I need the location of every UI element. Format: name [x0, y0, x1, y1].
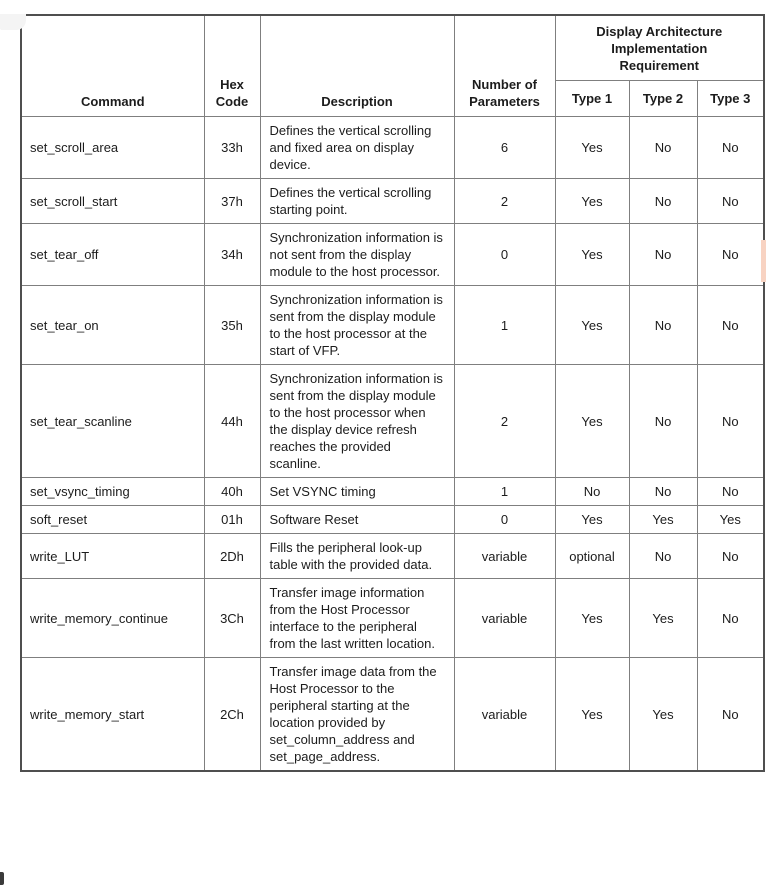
table-row: [21, 179, 764, 224]
hex-code-cell: 37h: [204, 179, 260, 224]
type2-cell: No: [629, 534, 697, 579]
type1-cell: Yes: [555, 286, 629, 365]
table-header: [21, 15, 764, 117]
column-header-type-2: Type 2: [629, 81, 697, 117]
parameters-cell: 2: [454, 179, 555, 224]
column-header-type-1: Type 1: [555, 81, 629, 117]
table-row: [21, 658, 764, 772]
type1-cell: Yes: [555, 506, 629, 534]
description-cell: Fills the peripheral look-up table with the provided data.: [260, 534, 454, 579]
command-cell: set_tear_scanline: [21, 365, 204, 478]
type3-cell: No: [697, 365, 764, 478]
column-header-type-3: Type 3: [697, 81, 764, 117]
column-header-description: Description: [260, 15, 454, 117]
command-cell: set_vsync_timing: [21, 478, 204, 506]
hex-code-cell: 3Ch: [204, 579, 260, 658]
hex-code-cell: 2Dh: [204, 534, 260, 579]
parameters-cell: variable: [454, 658, 555, 772]
type2-cell: Yes: [629, 579, 697, 658]
description-cell: Software Reset: [260, 506, 454, 534]
command-cell: write_memory_start: [21, 658, 204, 772]
column-header-hex-code: Hex Code: [204, 15, 260, 117]
column-header-group-display-architecture: [555, 15, 764, 81]
description-cell: Synchronization information is sent from the display module to the host processor when the display device refresh reaches the provided scanline.: [260, 365, 454, 478]
type2-cell: No: [629, 117, 697, 179]
hex-code-cell: 35h: [204, 286, 260, 365]
command-cell: set_tear_off: [21, 224, 204, 286]
command-table: [20, 14, 765, 772]
description-cell: Defines the vertical scrolling starting point.: [260, 179, 454, 224]
table-row: [21, 117, 764, 179]
description-cell: Synchronization information is not sent from the display module to the host processor.: [260, 224, 454, 286]
table-row: [21, 224, 764, 286]
column-header-number-of-parameters: Number of Parameters: [454, 15, 555, 117]
table-row: [21, 286, 764, 365]
parameters-cell: 0: [454, 506, 555, 534]
type3-cell: No: [697, 579, 764, 658]
command-cell: soft_reset: [21, 506, 204, 534]
type3-cell: Yes: [697, 506, 764, 534]
type3-cell: No: [697, 224, 764, 286]
command-cell: set_scroll_area: [21, 117, 204, 179]
type2-cell: No: [629, 478, 697, 506]
parameters-cell: 1: [454, 286, 555, 365]
type3-cell: No: [697, 117, 764, 179]
clipped-page-text: [0, 872, 4, 885]
table-row: [21, 506, 764, 534]
parameters-cell: 6: [454, 117, 555, 179]
hex-code-cell: 44h: [204, 365, 260, 478]
parameters-cell: 2: [454, 365, 555, 478]
type3-cell: No: [697, 179, 764, 224]
table-row: [21, 579, 764, 658]
type3-cell: No: [697, 658, 764, 772]
description-cell: Set VSYNC timing: [260, 478, 454, 506]
type3-cell: No: [697, 286, 764, 365]
type2-cell: No: [629, 179, 697, 224]
hex-code-cell: 2Ch: [204, 658, 260, 772]
hex-code-cell: 34h: [204, 224, 260, 286]
description-cell: Synchronization information is sent from the display module to the host processor at the start of VFP.: [260, 286, 454, 365]
type1-cell: Yes: [555, 117, 629, 179]
type2-cell: No: [629, 224, 697, 286]
parameters-cell: 1: [454, 478, 555, 506]
table-row: [21, 534, 764, 579]
type2-cell: No: [629, 286, 697, 365]
parameters-cell: variable: [454, 534, 555, 579]
column-header-command: Command: [21, 15, 204, 117]
command-cell: set_scroll_start: [21, 179, 204, 224]
table-body: [21, 117, 764, 772]
command-cell: write_LUT: [21, 534, 204, 579]
hex-code-cell: 40h: [204, 478, 260, 506]
type1-cell: Yes: [555, 658, 629, 772]
description-cell: Transfer image information from the Host Processor interface to the peripheral from the last written location.: [260, 579, 454, 658]
command-cell: set_tear_on: [21, 286, 204, 365]
hex-code-cell: 33h: [204, 117, 260, 179]
table-row: [21, 365, 764, 478]
type2-cell: No: [629, 365, 697, 478]
description-cell: Defines the vertical scrolling and fixed area on display device.: [260, 117, 454, 179]
type1-cell: Yes: [555, 365, 629, 478]
type1-cell: Yes: [555, 224, 629, 286]
command-cell: write_memory_continue: [21, 579, 204, 658]
parameters-cell: 0: [454, 224, 555, 286]
type3-cell: No: [697, 478, 764, 506]
description-cell: Transfer image data from the Host Processor to the peripheral starting at the location provided by set_column_address and set_page_address.: [260, 658, 454, 772]
type1-cell: Yes: [555, 579, 629, 658]
type2-cell: Yes: [629, 506, 697, 534]
type1-cell: Yes: [555, 179, 629, 224]
hex-code-cell: 01h: [204, 506, 260, 534]
parameters-cell: variable: [454, 579, 555, 658]
type1-cell: No: [555, 478, 629, 506]
document-page: [0, 14, 767, 890]
type3-cell: No: [697, 534, 764, 579]
corner-smudge: [0, 14, 26, 30]
group-header-label: Display Architecture Implementation Requirement: [596, 23, 723, 73]
type1-cell: optional: [555, 534, 629, 579]
type2-cell: Yes: [629, 658, 697, 772]
table-row: [21, 478, 764, 506]
highlight-marker: [761, 240, 766, 282]
